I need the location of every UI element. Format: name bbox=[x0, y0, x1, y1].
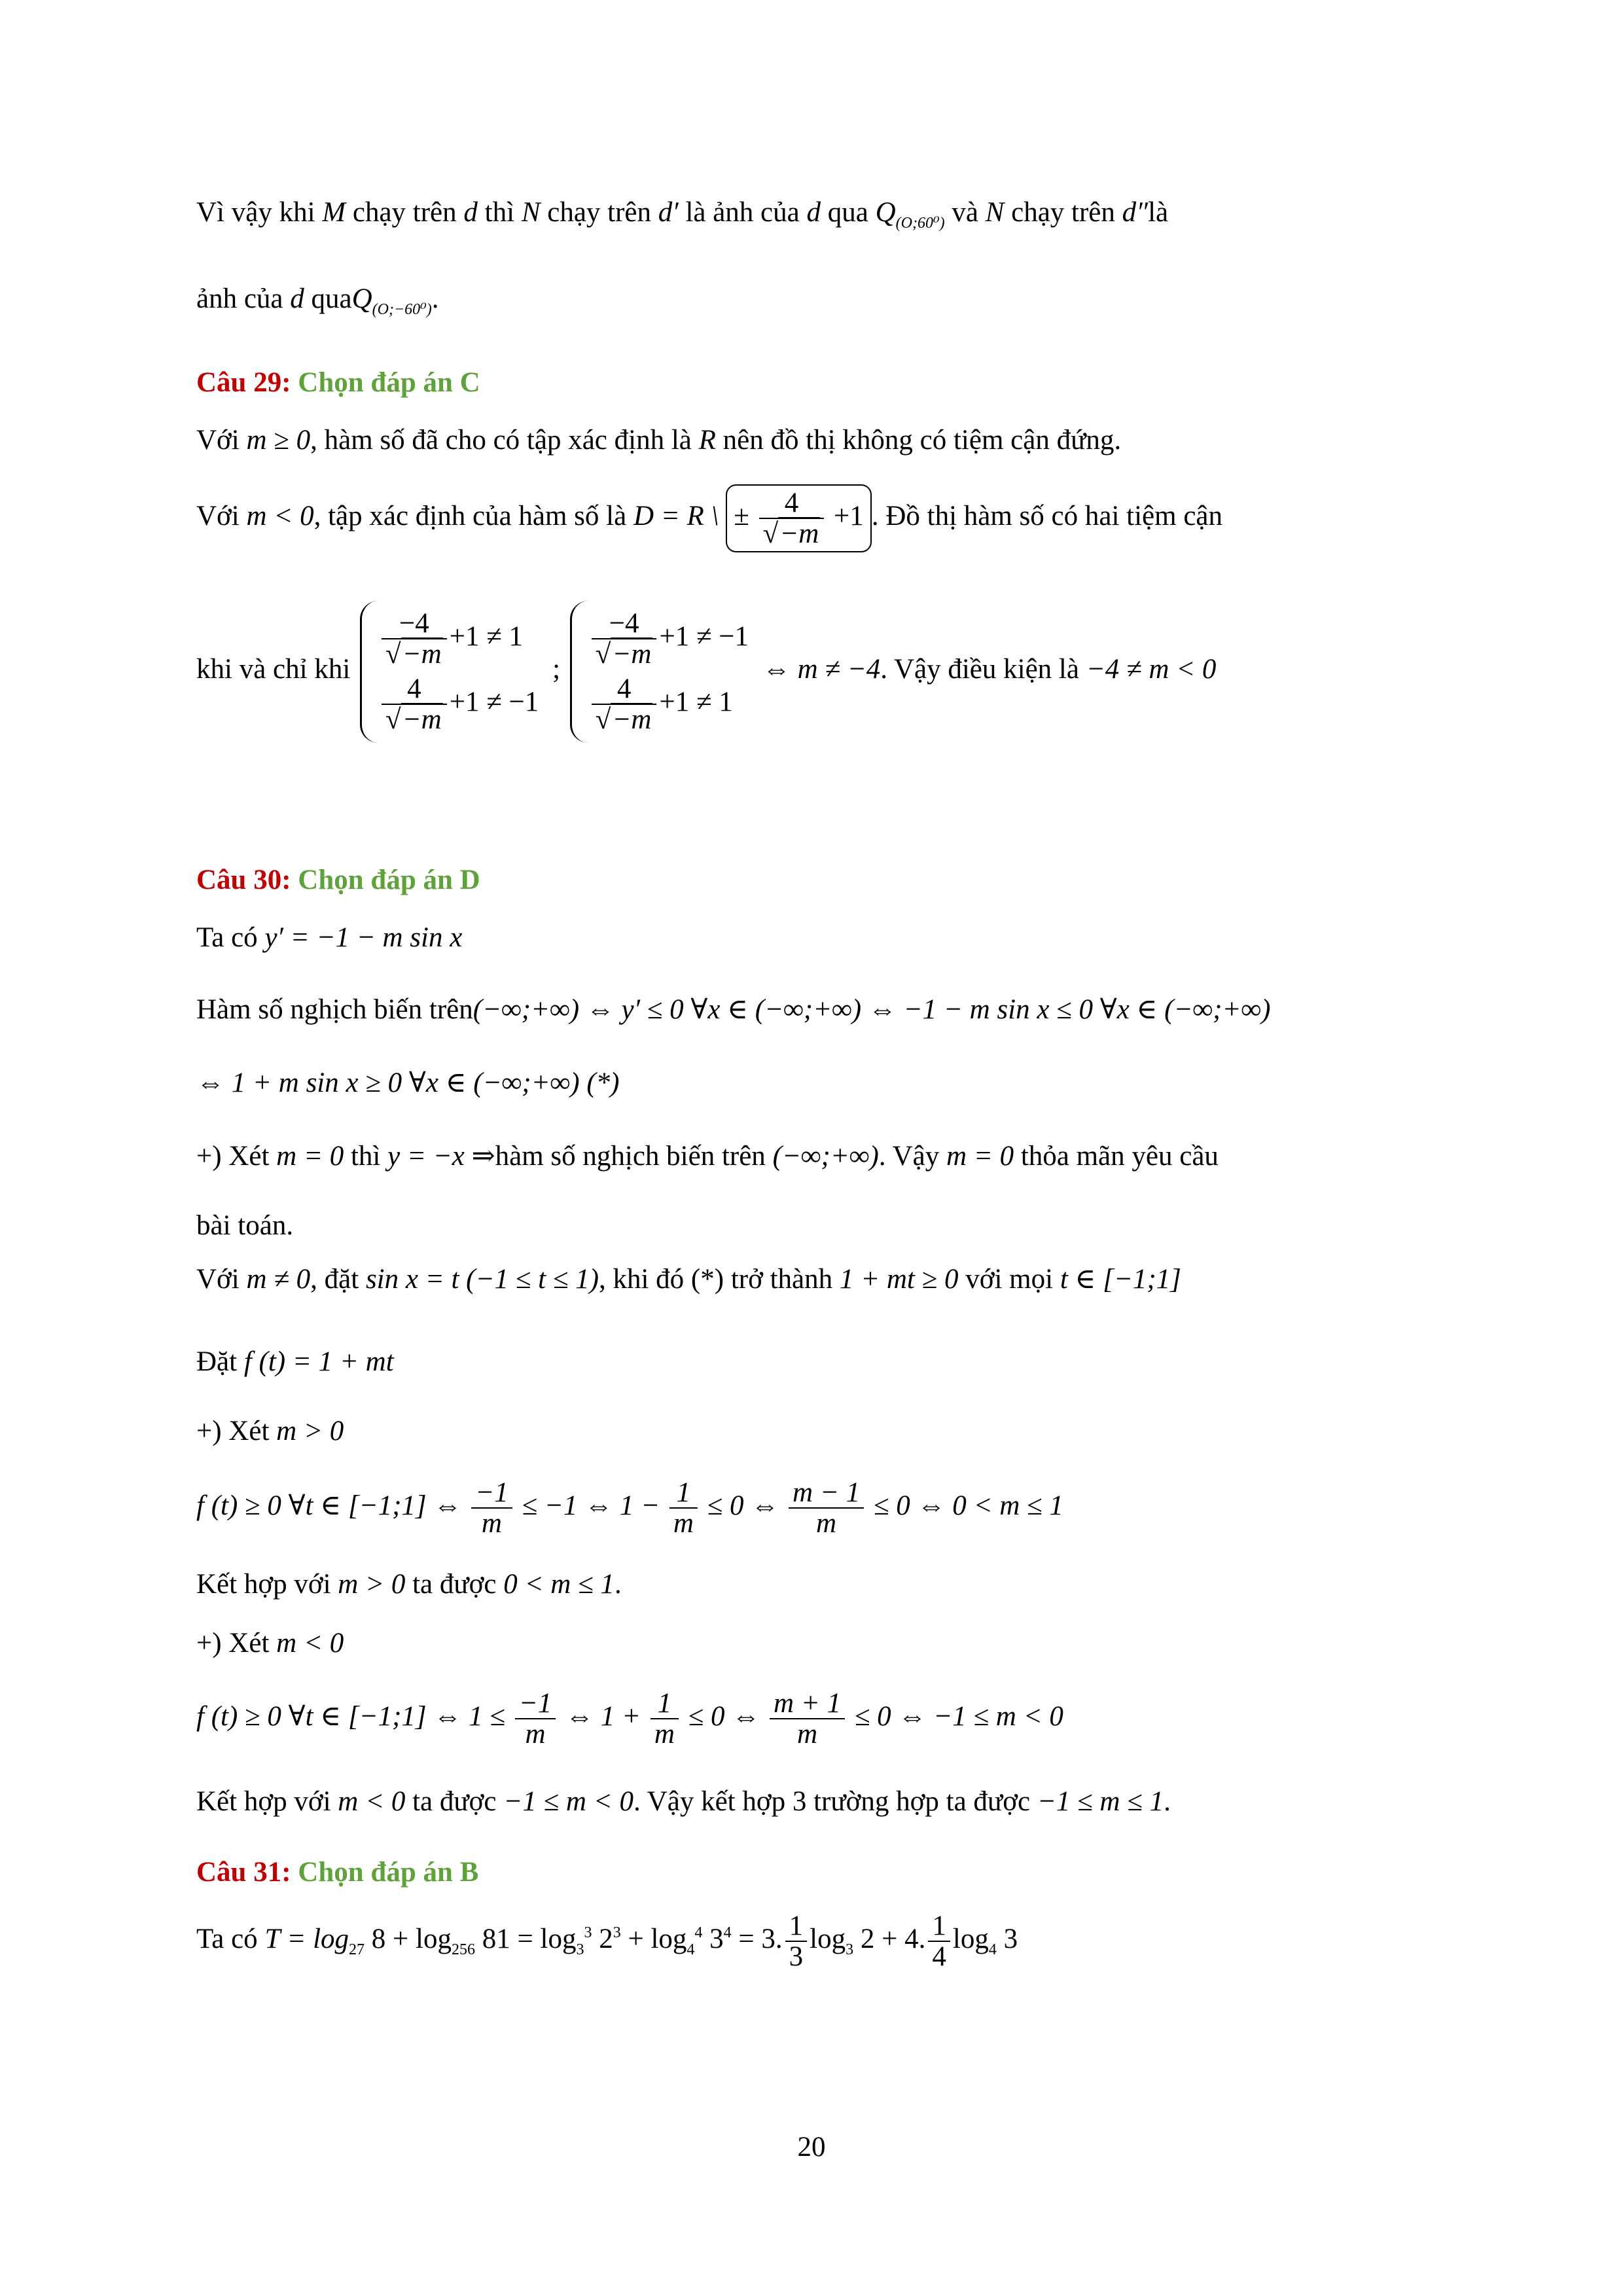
math: ± bbox=[734, 501, 749, 532]
fraction: $\frac{4}{√-m}$ bbox=[592, 674, 657, 734]
q30-line-2 bbox=[196, 994, 1270, 1026]
math-sup: 4 bbox=[723, 1924, 732, 1942]
fraction: $\frac{4}{√-m}$ bbox=[759, 488, 825, 548]
math: f (t) ≥ 0 ∀t ∈ [−1;1] ⇔ bbox=[196, 1490, 462, 1522]
text: hàm số nghịch biến trên bbox=[495, 1141, 766, 1172]
fraction bbox=[928, 1911, 950, 1971]
numerator: −4 bbox=[382, 609, 447, 639]
math: 8 + log bbox=[365, 1924, 452, 1955]
denominator: −m bbox=[402, 639, 442, 670]
math: +1 bbox=[834, 501, 864, 532]
math: m < 0 bbox=[338, 1786, 406, 1817]
math: m = 0 bbox=[946, 1141, 1014, 1172]
text: , đặt bbox=[310, 1264, 359, 1295]
q31-line-1 bbox=[196, 1911, 1018, 1971]
text: . bbox=[1164, 1786, 1171, 1817]
math-var: N bbox=[521, 197, 541, 228]
fraction bbox=[669, 1478, 698, 1538]
numerator: 1 bbox=[785, 1911, 808, 1942]
q29-line-3 bbox=[196, 601, 1216, 743]
math-sub: 4 bbox=[687, 1941, 695, 1959]
intro-line-2 bbox=[196, 283, 439, 319]
text: chạy trên bbox=[352, 197, 457, 228]
math: 1 + mt ≥ 0 bbox=[839, 1264, 959, 1295]
text: , tập xác định của hàm số là bbox=[313, 501, 627, 532]
numerator: −1 bbox=[471, 1478, 512, 1509]
numerator: −4 bbox=[592, 609, 657, 639]
q30-line-3 bbox=[196, 1067, 620, 1099]
text: . Đồ thị hàm số có hai tiệm cận bbox=[871, 501, 1222, 532]
fraction bbox=[785, 1911, 808, 1971]
math: (−∞;+∞) ⇔ y′ ≤ 0 ∀x ∈ (−∞;+∞) ⇔ −1 − m sin x ≤ 0 ∀x ∈ (−∞;+∞) bbox=[473, 994, 1271, 1025]
numerator: 1 bbox=[928, 1911, 950, 1942]
q29-heading bbox=[196, 367, 480, 399]
text: Đặt bbox=[196, 1346, 238, 1377]
math: m > 0 bbox=[276, 1416, 344, 1446]
text: . Vậy kết hợp 3 trường hợp ta được bbox=[633, 1786, 1031, 1817]
q30-line-1 bbox=[196, 922, 462, 954]
math: ⇔ 1 + bbox=[565, 1701, 641, 1732]
math: T = log bbox=[264, 1924, 349, 1955]
math: m = 0 bbox=[276, 1141, 344, 1172]
text: . bbox=[431, 283, 439, 314]
text: +) Xét bbox=[196, 1416, 270, 1446]
text: . Vậy điều kiện là bbox=[880, 654, 1079, 685]
text: Kết hợp với bbox=[196, 1569, 331, 1600]
answer-label: Chọn đáp án D bbox=[298, 865, 480, 895]
fraction bbox=[770, 1689, 845, 1749]
q30-line-5 bbox=[196, 1210, 293, 1242]
text: chạy trên bbox=[1011, 197, 1115, 228]
math-var: d′ bbox=[658, 197, 679, 228]
q30-line-11 bbox=[196, 1627, 344, 1659]
q30-line-4 bbox=[196, 1140, 1219, 1172]
text: chạy trên bbox=[547, 197, 652, 228]
math-var: R bbox=[698, 425, 716, 456]
math: +1 ≠ −1 bbox=[449, 687, 539, 718]
math: ≤ −1 ⇔ 1 − bbox=[522, 1490, 660, 1522]
math: y′ = −1 − m sin x bbox=[264, 922, 463, 953]
math: −4 ≠ m < 0 bbox=[1086, 654, 1217, 685]
numerator: 4 bbox=[382, 674, 447, 705]
system-row bbox=[589, 674, 749, 734]
denominator: m bbox=[797, 1719, 818, 1750]
denominator: −m bbox=[612, 704, 652, 736]
math-sub: 4 bbox=[988, 1941, 997, 1959]
denominator: −m bbox=[402, 704, 442, 736]
numerator: 4 bbox=[759, 488, 825, 519]
text: . bbox=[614, 1569, 622, 1600]
math: y = −x ⇒ bbox=[387, 1141, 495, 1172]
q30-line-8 bbox=[196, 1415, 344, 1447]
math: 81 = log bbox=[475, 1924, 577, 1955]
math: (−∞;+∞) bbox=[772, 1141, 879, 1172]
math: 3 bbox=[996, 1924, 1018, 1955]
text: là ảnh của bbox=[685, 197, 800, 228]
text: , hàm số đã cho có tập xác định là bbox=[310, 425, 692, 456]
numerator: 1 bbox=[669, 1478, 698, 1509]
math: +1 ≠ 1 bbox=[659, 687, 733, 718]
math: sin x = t (−1 ≤ t ≤ 1) bbox=[365, 1264, 599, 1295]
text: +) Xét bbox=[196, 1628, 270, 1659]
math: +1 ≠ −1 bbox=[659, 621, 749, 653]
text: Kết hợp với bbox=[196, 1786, 331, 1817]
denominator: 4 bbox=[932, 1941, 946, 1973]
text: Với bbox=[196, 425, 240, 456]
math-sub: 3 bbox=[576, 1941, 584, 1959]
text: thì bbox=[484, 197, 515, 228]
math: ≤ 0 ⇔ bbox=[688, 1701, 760, 1732]
text: qua bbox=[311, 283, 352, 314]
text: qua bbox=[827, 197, 868, 228]
q29-line-2 bbox=[196, 484, 1222, 552]
text: thỏa mãn yêu cầu bbox=[1020, 1141, 1219, 1172]
answer-label: Chọn đáp án C bbox=[298, 367, 480, 398]
question-number: Câu 30: bbox=[196, 865, 291, 895]
math: +1 ≠ 1 bbox=[449, 621, 524, 653]
text: Hàm số nghịch biến trên bbox=[196, 994, 473, 1025]
denominator: −m bbox=[779, 518, 819, 550]
page-number: 20 bbox=[797, 2132, 826, 2162]
numerator: m − 1 bbox=[789, 1478, 864, 1509]
q30-heading bbox=[196, 864, 480, 896]
math: −1 ≤ m ≤ 1 bbox=[1037, 1786, 1164, 1817]
math: + log bbox=[620, 1924, 687, 1955]
math-var: Q bbox=[351, 283, 372, 314]
math-var: Q bbox=[875, 197, 896, 228]
text: khi và chỉ khi bbox=[196, 654, 351, 685]
denominator: m bbox=[673, 1508, 694, 1539]
fraction bbox=[651, 1689, 679, 1749]
text: Ta có bbox=[196, 1924, 258, 1955]
text: Với bbox=[196, 501, 240, 532]
fraction bbox=[789, 1478, 864, 1538]
math: m > 0 bbox=[338, 1569, 406, 1600]
q30-line-7 bbox=[196, 1346, 394, 1378]
math: 2 bbox=[592, 1924, 613, 1955]
math: ≤ 0 ⇔ −1 ≤ m < 0 bbox=[854, 1701, 1063, 1732]
math: log bbox=[952, 1924, 989, 1955]
system-row bbox=[379, 609, 539, 669]
math: m < 0 bbox=[276, 1628, 344, 1659]
denominator: m bbox=[816, 1508, 837, 1539]
math: t ∈ [−1;1] bbox=[1060, 1264, 1181, 1295]
text: ta được bbox=[412, 1569, 497, 1600]
text: ; bbox=[552, 654, 561, 685]
denominator: 3 bbox=[789, 1941, 804, 1973]
math-sub: 256 bbox=[452, 1941, 475, 1959]
math: log bbox=[810, 1924, 846, 1955]
text: thì bbox=[350, 1141, 381, 1172]
q30-line-9 bbox=[196, 1478, 1063, 1538]
q30-line-12 bbox=[196, 1689, 1063, 1749]
math-sup: 3 bbox=[613, 1924, 621, 1942]
q29-line-1 bbox=[196, 424, 1121, 456]
math: ≤ 0 ⇔ bbox=[707, 1490, 779, 1522]
math-var: d″ bbox=[1122, 197, 1149, 228]
system-row bbox=[379, 674, 539, 734]
numerator: −1 bbox=[515, 1689, 556, 1719]
math: f (t) = 1 + mt bbox=[243, 1346, 394, 1377]
denominator: m bbox=[481, 1508, 502, 1539]
q30-line-10 bbox=[196, 1568, 622, 1600]
math: ⇔ 1 + m sin x ≥ 0 ∀x ∈ (−∞;+∞) (*) bbox=[196, 1067, 620, 1098]
denominator: m bbox=[525, 1719, 546, 1750]
math-sub: (O;60⁰) bbox=[895, 215, 945, 232]
text: , khi đó (*) trở thành bbox=[598, 1264, 833, 1295]
text: với mọi bbox=[965, 1264, 1054, 1295]
q30-line-6 bbox=[196, 1263, 1181, 1295]
numerator: m + 1 bbox=[770, 1689, 845, 1719]
system-row bbox=[589, 609, 749, 669]
numerator: 4 bbox=[592, 674, 657, 705]
math-sup: 3 bbox=[584, 1924, 592, 1942]
question-number: Câu 31: bbox=[196, 1857, 291, 1888]
math: 3 bbox=[702, 1924, 724, 1955]
system-2 bbox=[570, 601, 753, 743]
numerator: 1 bbox=[651, 1689, 679, 1719]
math: −1 ≤ m < 0 bbox=[503, 1786, 633, 1817]
fraction: $\frac{-4}{√-m}$ bbox=[592, 609, 657, 669]
math: D = R \ bbox=[633, 501, 719, 532]
math-sub: (O;−60⁰) bbox=[372, 301, 432, 318]
text: Vì vậy khi bbox=[196, 197, 315, 228]
fraction: $\frac{-4}{√-m}$ bbox=[382, 609, 447, 669]
math: 0 < m ≤ 1 bbox=[503, 1569, 615, 1600]
math: = 3. bbox=[731, 1924, 783, 1955]
intro-line-1 bbox=[196, 196, 1168, 233]
text: bài toán. bbox=[196, 1210, 294, 1241]
text: Với bbox=[196, 1264, 240, 1295]
text: là bbox=[1148, 197, 1169, 228]
math: m ≠ 0 bbox=[246, 1264, 311, 1295]
math: m ≥ 0 bbox=[246, 425, 311, 456]
math-var: d bbox=[806, 197, 821, 228]
text: và bbox=[952, 197, 978, 228]
math-var: d bbox=[463, 197, 478, 228]
text: ta được bbox=[412, 1786, 497, 1817]
math: m < 0 bbox=[246, 501, 314, 532]
text: nên đồ thị không có tiệm cận đứng. bbox=[722, 425, 1122, 456]
math: 2 + 4. bbox=[853, 1924, 926, 1955]
fraction: $\frac{4}{√-m}$ bbox=[382, 674, 447, 734]
denominator: −m bbox=[612, 639, 652, 670]
math-var: M bbox=[322, 197, 346, 228]
denominator: m bbox=[654, 1719, 675, 1750]
math: ≤ 0 ⇔ 0 < m ≤ 1 bbox=[873, 1490, 1063, 1522]
math-sup: 4 bbox=[694, 1924, 703, 1942]
q30-line-13 bbox=[196, 1785, 1171, 1818]
math: f (t) ≥ 0 ∀t ∈ [−1;1] ⇔ 1 ≤ bbox=[196, 1701, 506, 1732]
q31-heading bbox=[196, 1856, 478, 1888]
text: . Vậy bbox=[878, 1141, 940, 1172]
text: Ta có bbox=[196, 922, 258, 953]
math-var: d bbox=[290, 283, 304, 314]
math-sub: 27 bbox=[349, 1941, 365, 1959]
math-sub: 3 bbox=[846, 1941, 854, 1959]
fraction bbox=[471, 1478, 512, 1538]
system-1 bbox=[360, 601, 543, 743]
answer-label: Chọn đáp án B bbox=[298, 1857, 479, 1888]
math: ⇔ m ≠ −4 bbox=[762, 654, 881, 685]
text: +) Xét bbox=[196, 1141, 270, 1172]
fraction bbox=[515, 1689, 556, 1749]
text: ảnh của bbox=[196, 283, 283, 314]
math-var: N bbox=[985, 197, 1005, 228]
question-number: Câu 29: bbox=[196, 367, 291, 398]
set-braces bbox=[726, 484, 872, 552]
